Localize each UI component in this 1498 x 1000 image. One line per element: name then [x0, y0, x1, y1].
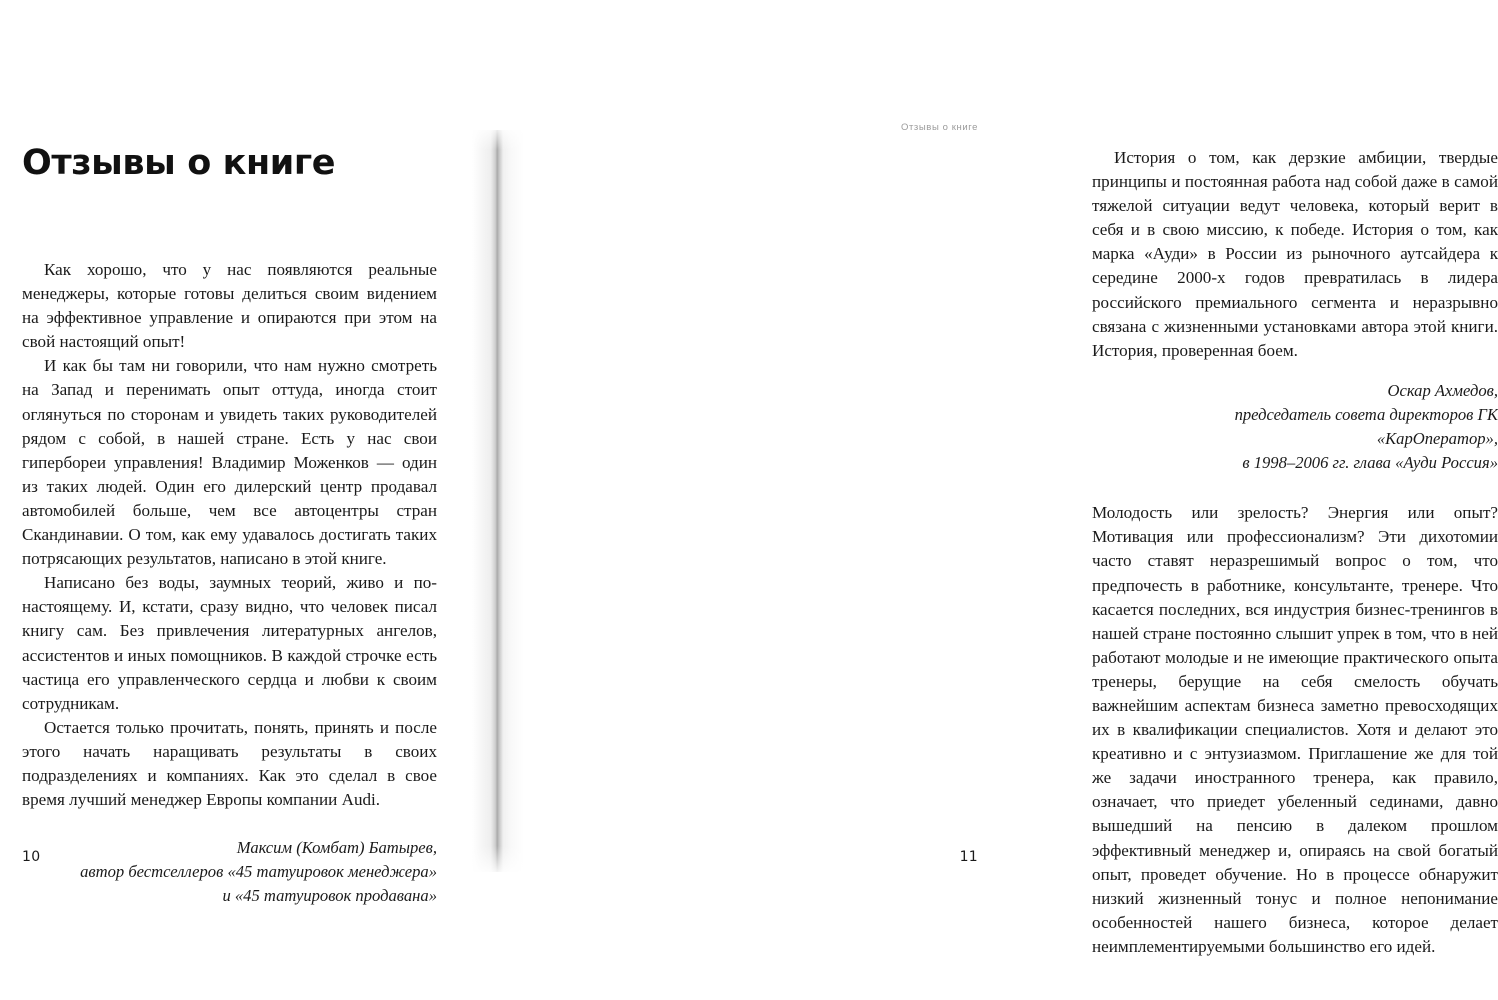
- paragraph: История о том, как дерзкие амбиции, твердые принципы и постоянная работа над собой даже в самой тяжелой ситуации ведут человека, который верит в себя и в свою миссию, к победе. История о том, как марка «Ауди» в России из рыночного аутсайдера к середине 2000-х годов превратилась в лидера российского премиального сегмента и неразрывно связана с жизненными установками автора этой книги. История, проверенная боем.: [1092, 148, 1498, 360]
- attribution-line: Максим (Комбат) Батырев,: [236, 838, 437, 858]
- page-title: Отзывы о книге: [22, 143, 336, 183]
- attribution-line: Оскар Ахмедов,: [1387, 380, 1498, 400]
- right-page-body: [1092, 146, 1498, 959]
- attribution-line: автор бестселлеров «45 татуировок менеджера»: [80, 862, 437, 882]
- paragraph: Написано без воды, заумных теорий, живо и по-настоящему. И, кстати, сразу видно, что человек писал книгу сам. Без привлечения литературных ангелов, ассистентов и иных помощников. В каждой строчке есть частица его управленческого сердца и любви к своим сотрудникам.: [22, 573, 437, 713]
- right-page: [520, 0, 1498, 1000]
- running-head: Отзывы о книге: [900, 122, 978, 133]
- paragraph: Молодость или зрелость? Энергия или опыт? Мотивация или профессионализм? Эти дихотомии часто ставят неразрешимый вопрос о том, что предпочесть в работнике, консультанте, тренере. Что касается последних, вся индустрия бизнес-тренингов в нашей стране постоянно слышит упрек в том, что в ней работают молодые и не имеющие практического опыта тренеры, берущие на себя смелость обучать важнейшим аспектам бизнеса заметно превосходящих их в квалификации специалистов. Хотя и делают это креативно и с энтузиазмом. Приглашение же для той же задачи иностранного тренера, как правило, означает, что приедет убеленный сединами, давно вышедший на пенсию в далеком прошлом эффективный менеджер и, опираясь на свой богатый опыт, проведет обучение. Но в процессе обнаружит низкий жизненный тонус и полное непонимание особенностей нашего бизнеса, которое делает неимплементируемыми большинство его идей.: [1092, 503, 1498, 956]
- attribution-line: председатель совета директоров ГК «КарОператор»,: [1234, 404, 1498, 449]
- page-number-right: 11: [959, 849, 978, 865]
- attribution-block: [1092, 379, 1498, 475]
- attribution-line: и «45 татуировок продавана»: [222, 886, 437, 906]
- page-number-left: 10: [22, 849, 41, 865]
- paragraph: Остается только прочитать, понять, принять и после этого начать наращивать результаты в своих подразделениях и компаниях. Как это сделал в свое время лучший менеджер Европы компании Audi.: [22, 717, 437, 810]
- paragraph: Как хорошо, что у нас появляются реальные менеджеры, которые готовы делиться своим видением на эффективное управление и опираются при этом на свой настоящий опыт!: [22, 260, 437, 352]
- attribution-block: [22, 836, 437, 908]
- left-page: [0, 0, 480, 1000]
- attribution-line: в 1998–2006 гг. глава «Ауди Россия»: [1242, 453, 1498, 473]
- paragraph: И как бы там ни говорили, что нам нужно смотреть на Запад и перенимать опыт оттуда, иногда стоит оглянуться по сторонам и увидеть таких руководителей рядом с собой, в нашей стране. Есть у нас свои гипербореи управления! Владимир Моженков — один из таких людей. Один его дилерский центр продавал автомобилей больше, чем все автоцентры стран Скандинавии. О том, как ему удавалось достигать таких потрясающих результатов, написано в этой книге.: [22, 356, 437, 569]
- left-page-body: [22, 258, 437, 908]
- section-gap: [1092, 475, 1498, 501]
